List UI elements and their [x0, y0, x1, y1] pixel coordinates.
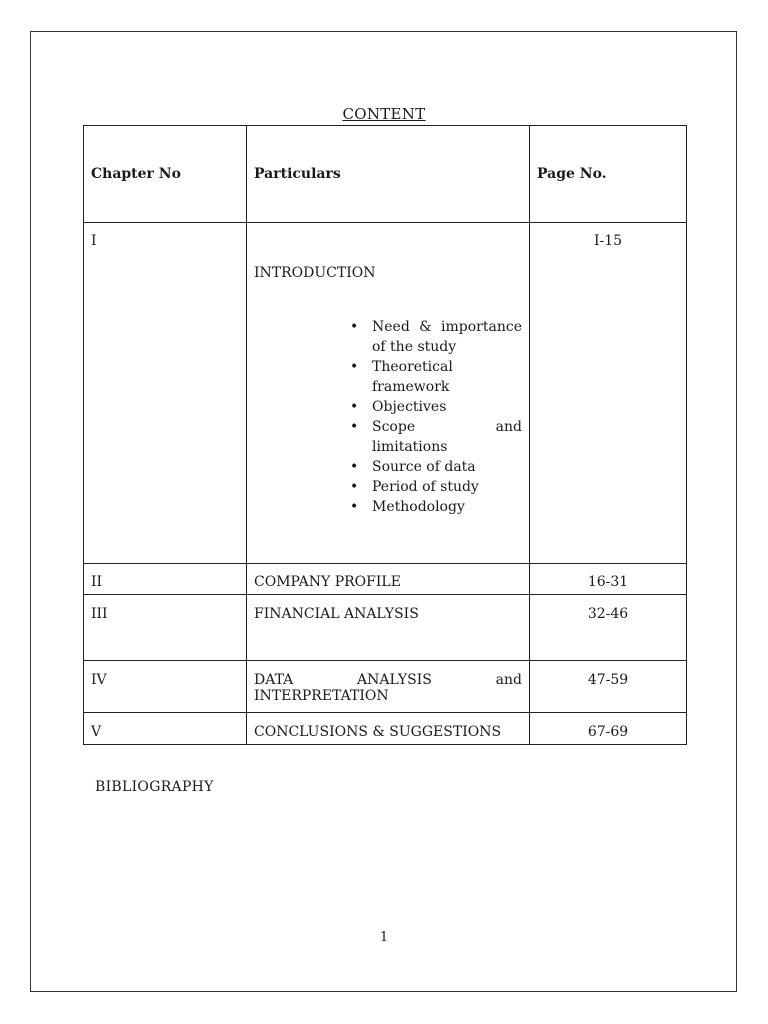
particulars-cell	[247, 661, 530, 713]
particulars-cell: COMPANY PROFILE	[247, 564, 530, 595]
topic-list	[254, 317, 522, 517]
page-range-cell: 16-31	[530, 564, 687, 595]
page-number: 1	[379, 930, 389, 945]
contents-table	[83, 125, 687, 745]
chapter-cell: II	[84, 564, 247, 595]
particulars-cell	[247, 223, 530, 564]
list-item: • Source of data	[372, 457, 522, 477]
chapter-title: DATA ANALYSIS and INTERPRETATION	[254, 672, 522, 704]
list-item: • Scope and limitations	[372, 417, 522, 457]
list-item: • Methodology	[372, 497, 522, 517]
table-row	[84, 564, 687, 595]
header-page-no: Page No.	[530, 126, 687, 223]
table-row	[84, 223, 687, 564]
chapter-cell: I	[84, 223, 247, 564]
page-range-cell: 32-46	[530, 595, 687, 661]
chapter-cell: V	[84, 713, 247, 745]
table-row	[84, 661, 687, 713]
page-range-cell: 67-69	[530, 713, 687, 745]
list-item: • Theoretical framework	[372, 357, 522, 397]
table-header-row	[84, 126, 687, 223]
table-row	[84, 713, 687, 745]
chapter-cell: IV	[84, 661, 247, 713]
header-chapter-no: Chapter No	[84, 126, 247, 223]
particulars-cell: CONCLUSIONS & SUGGESTIONS	[247, 713, 530, 745]
list-item: • Need & importance of the study	[372, 317, 522, 357]
particulars-cell: FINANCIAL ANALYSIS	[247, 595, 530, 661]
bibliography-heading: BIBLIOGRAPHY	[95, 779, 214, 795]
chapter-title: INTRODUCTION	[254, 265, 376, 281]
header-particulars: Particulars	[247, 126, 530, 223]
document-title: CONTENT	[342, 105, 426, 123]
table-row	[84, 595, 687, 661]
page-range-cell: I-15	[530, 223, 687, 564]
list-item: • Objectives	[372, 397, 522, 417]
list-item: • Period of study	[372, 477, 522, 497]
page-range-cell: 47-59	[530, 661, 687, 713]
chapter-cell: III	[84, 595, 247, 661]
